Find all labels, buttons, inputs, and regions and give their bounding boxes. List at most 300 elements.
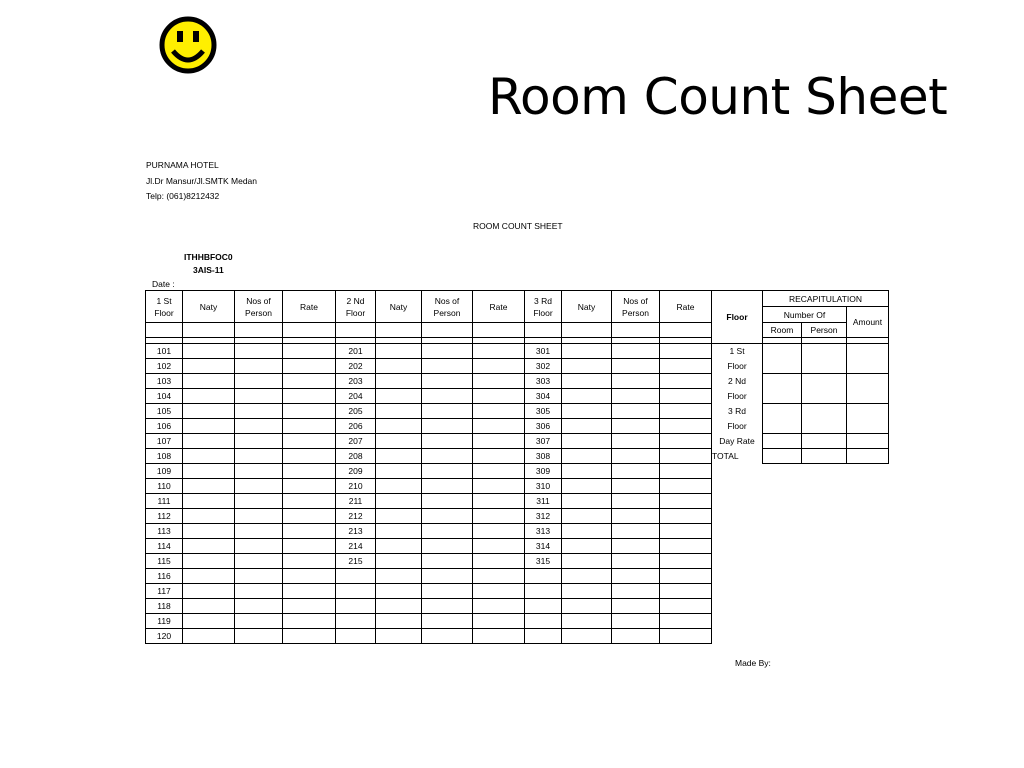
rate-cell[interactable] [660, 374, 712, 389]
rate-cell[interactable] [660, 614, 712, 629]
room-number-cell: 210 [336, 479, 376, 494]
naty-cell[interactable] [376, 389, 422, 404]
naty-cell[interactable] [376, 344, 422, 359]
rate-cell[interactable] [660, 554, 712, 569]
naty-cell[interactable] [376, 614, 422, 629]
recap-person-cell[interactable] [802, 419, 847, 434]
naty-cell[interactable] [183, 404, 235, 419]
naty-cell[interactable] [376, 404, 422, 419]
naty-cell[interactable] [562, 479, 612, 494]
room-number-cell: 120 [146, 629, 183, 644]
recap-room-cell[interactable] [763, 419, 802, 434]
date-label: Date : [152, 279, 175, 289]
header-floor-3-sub: Floor [525, 307, 562, 323]
naty-cell[interactable] [562, 569, 612, 584]
room-number-cell: 204 [336, 389, 376, 404]
recap-room-cell[interactable] [763, 389, 802, 404]
rate-cell[interactable] [660, 359, 712, 374]
rate-cell[interactable] [283, 479, 336, 494]
naty-cell[interactable] [562, 629, 612, 644]
rate-cell[interactable] [283, 524, 336, 539]
table-row [146, 344, 712, 359]
rate-cell[interactable] [283, 359, 336, 374]
room-number-cell: 205 [336, 404, 376, 419]
rate-cell[interactable] [283, 434, 336, 449]
room-number-cell: 311 [525, 494, 562, 509]
naty-cell[interactable] [183, 419, 235, 434]
naty-cell[interactable] [376, 434, 422, 449]
nos-of-person-cell[interactable] [422, 419, 473, 434]
recap-row [712, 389, 889, 404]
recap-room-cell[interactable] [763, 359, 802, 374]
naty-cell[interactable] [562, 509, 612, 524]
recap-room-cell[interactable] [763, 404, 802, 419]
nos-of-person-cell[interactable] [612, 464, 660, 479]
nos-of-person-cell[interactable] [235, 539, 283, 554]
recap-person-cell[interactable] [802, 374, 847, 389]
recap-room-cell[interactable] [763, 449, 802, 464]
recap-person-cell[interactable] [802, 344, 847, 359]
recap-amount-cell[interactable] [847, 374, 889, 389]
nos-of-person-cell[interactable] [422, 554, 473, 569]
rate-cell[interactable] [660, 389, 712, 404]
rate-cell[interactable] [283, 539, 336, 554]
table-row [146, 464, 712, 479]
naty-cell[interactable] [376, 524, 422, 539]
naty-cell[interactable] [562, 464, 612, 479]
rate-cell[interactable] [473, 524, 525, 539]
nos-of-person-cell[interactable] [422, 524, 473, 539]
table-row [146, 494, 712, 509]
rate-cell[interactable] [660, 464, 712, 479]
rate-cell[interactable] [660, 449, 712, 464]
rate-cell[interactable] [660, 404, 712, 419]
table-row [146, 479, 712, 494]
rate-cell[interactable] [660, 629, 712, 644]
naty-cell[interactable] [376, 449, 422, 464]
rate-cell[interactable] [473, 584, 525, 599]
nos-of-person-cell[interactable] [612, 389, 660, 404]
room-number-cell: 308 [525, 449, 562, 464]
naty-cell[interactable] [562, 614, 612, 629]
nos-of-person-cell[interactable] [612, 614, 660, 629]
made-by-label: Made By: [735, 658, 771, 668]
rate-cell[interactable] [283, 614, 336, 629]
room-number-cell [525, 614, 562, 629]
rate-cell[interactable] [283, 629, 336, 644]
naty-cell[interactable] [183, 494, 235, 509]
rate-cell[interactable] [283, 389, 336, 404]
recap-row [712, 359, 889, 374]
header-naty-3: Naty [562, 291, 612, 323]
naty-cell[interactable] [562, 389, 612, 404]
header-rate-1: Rate [283, 291, 336, 323]
header-naty-1: Naty [183, 291, 235, 323]
slide-title: Room Count Sheet [488, 68, 948, 126]
recap-row [712, 404, 889, 419]
sheet-title: ROOM COUNT SHEET [473, 221, 563, 231]
nos-of-person-cell[interactable] [612, 479, 660, 494]
rate-cell[interactable] [283, 374, 336, 389]
naty-cell[interactable] [376, 569, 422, 584]
header-rate-2: Rate [473, 291, 525, 323]
room-number-cell: 101 [146, 344, 183, 359]
recap-floor-label: TOTAL [712, 449, 763, 464]
rate-cell[interactable] [473, 404, 525, 419]
naty-cell[interactable] [376, 419, 422, 434]
naty-cell[interactable] [376, 539, 422, 554]
recap-number-of: Number Of [763, 307, 847, 323]
rate-cell[interactable] [473, 359, 525, 374]
recap-row [712, 374, 889, 389]
recap-amount-cell[interactable] [847, 434, 889, 449]
room-number-cell: 107 [146, 434, 183, 449]
recap-amount-header: Amount [847, 307, 889, 338]
table-row [146, 584, 712, 599]
room-number-cell: 302 [525, 359, 562, 374]
naty-cell[interactable] [562, 434, 612, 449]
room-number-cell: 206 [336, 419, 376, 434]
room-number-cell: 310 [525, 479, 562, 494]
room-number-cell [525, 584, 562, 599]
room-number-cell: 203 [336, 374, 376, 389]
nos-of-person-cell[interactable] [422, 599, 473, 614]
nos-of-person-cell[interactable] [422, 464, 473, 479]
naty-cell[interactable] [376, 494, 422, 509]
rate-cell[interactable] [660, 419, 712, 434]
rate-cell[interactable] [473, 344, 525, 359]
rate-cell[interactable] [660, 524, 712, 539]
recap-floor-label: Floor [712, 419, 763, 434]
nos-of-person-cell[interactable] [235, 584, 283, 599]
nos-of-person-cell[interactable] [612, 449, 660, 464]
nos-of-person-cell[interactable] [235, 464, 283, 479]
table-row [146, 389, 712, 404]
recap-room-cell[interactable] [763, 374, 802, 389]
nos-of-person-cell[interactable] [235, 554, 283, 569]
nos-of-person-cell[interactable] [422, 584, 473, 599]
nos-of-person-cell[interactable] [422, 374, 473, 389]
recapitulation-table [711, 290, 889, 464]
naty-cell[interactable] [562, 599, 612, 614]
recap-person-header: Person [802, 323, 847, 338]
recap-amount-cell[interactable] [847, 419, 889, 434]
naty-cell[interactable] [562, 584, 612, 599]
room-number-cell [525, 629, 562, 644]
nos-of-person-cell[interactable] [235, 434, 283, 449]
nos-of-person-cell[interactable] [612, 434, 660, 449]
naty-cell[interactable] [376, 479, 422, 494]
room-number-cell: 213 [336, 524, 376, 539]
rate-cell[interactable] [283, 509, 336, 524]
room-number-cell [525, 569, 562, 584]
recap-amount-cell[interactable] [847, 389, 889, 404]
room-number-cell: 212 [336, 509, 376, 524]
room-number-cell: 110 [146, 479, 183, 494]
naty-cell[interactable] [562, 419, 612, 434]
rate-cell[interactable] [283, 344, 336, 359]
rate-cell[interactable] [283, 584, 336, 599]
room-number-cell: 118 [146, 599, 183, 614]
naty-cell[interactable] [376, 599, 422, 614]
nos-of-person-cell[interactable] [235, 344, 283, 359]
room-number-cell: 305 [525, 404, 562, 419]
nos-of-person-cell[interactable] [235, 359, 283, 374]
nos-of-person-cell[interactable] [612, 539, 660, 554]
nos-of-person-cell[interactable] [235, 629, 283, 644]
rate-cell[interactable] [660, 494, 712, 509]
naty-cell[interactable] [183, 509, 235, 524]
recap-floor-label: 2 Nd [712, 374, 763, 389]
rate-cell[interactable] [473, 434, 525, 449]
rate-cell[interactable] [283, 599, 336, 614]
nos-of-person-cell[interactable] [612, 554, 660, 569]
naty-cell[interactable] [562, 374, 612, 389]
naty-cell[interactable] [183, 464, 235, 479]
room-number-cell: 315 [525, 554, 562, 569]
nos-of-person-cell[interactable] [422, 449, 473, 464]
rate-cell[interactable] [473, 479, 525, 494]
naty-cell[interactable] [183, 539, 235, 554]
naty-cell[interactable] [562, 359, 612, 374]
rate-cell[interactable] [660, 509, 712, 524]
nos-of-person-cell[interactable] [422, 479, 473, 494]
room-count-table [145, 290, 712, 644]
room-number-cell: 111 [146, 494, 183, 509]
naty-cell[interactable] [183, 434, 235, 449]
nos-of-person-cell[interactable] [235, 494, 283, 509]
recap-room-cell[interactable] [763, 434, 802, 449]
nos-of-person-cell[interactable] [612, 404, 660, 419]
naty-cell[interactable] [562, 404, 612, 419]
naty-cell[interactable] [376, 359, 422, 374]
rate-cell[interactable] [473, 419, 525, 434]
hotel-address: Jl.Dr Mansur/Jl.SMTK Medan [146, 176, 257, 186]
header-nos-3: Nos of [612, 291, 660, 307]
naty-cell[interactable] [183, 554, 235, 569]
rate-cell[interactable] [283, 464, 336, 479]
header-floor-1: 1 St [146, 291, 183, 307]
naty-cell[interactable] [183, 374, 235, 389]
nos-of-person-cell[interactable] [422, 389, 473, 404]
room-number-cell: 307 [525, 434, 562, 449]
header-floor-1-sub: Floor [146, 307, 183, 323]
naty-cell[interactable] [376, 509, 422, 524]
rate-cell[interactable] [283, 569, 336, 584]
naty-cell[interactable] [183, 524, 235, 539]
rate-cell[interactable] [660, 539, 712, 554]
room-number-cell: 106 [146, 419, 183, 434]
table-row [146, 524, 712, 539]
nos-of-person-cell[interactable] [235, 419, 283, 434]
recap-room-header: Room [763, 323, 802, 338]
nos-of-person-cell[interactable] [612, 629, 660, 644]
naty-cell[interactable] [376, 584, 422, 599]
nos-of-person-cell[interactable] [235, 509, 283, 524]
rate-cell[interactable] [473, 494, 525, 509]
room-number-cell: 102 [146, 359, 183, 374]
rate-cell[interactable] [473, 614, 525, 629]
rate-cell[interactable] [660, 599, 712, 614]
naty-cell[interactable] [562, 539, 612, 554]
recap-row [712, 419, 889, 434]
recap-person-cell[interactable] [802, 449, 847, 464]
naty-cell[interactable] [376, 464, 422, 479]
nos-of-person-cell[interactable] [612, 599, 660, 614]
recap-amount-cell[interactable] [847, 359, 889, 374]
naty-cell[interactable] [562, 524, 612, 539]
room-number-cell [525, 599, 562, 614]
room-number-cell: 214 [336, 539, 376, 554]
room-number-cell: 116 [146, 569, 183, 584]
recap-room-cell[interactable] [763, 344, 802, 359]
rate-cell[interactable] [660, 479, 712, 494]
nos-of-person-cell[interactable] [612, 359, 660, 374]
nos-of-person-cell[interactable] [612, 509, 660, 524]
nos-of-person-cell[interactable] [235, 449, 283, 464]
nos-of-person-cell[interactable] [422, 404, 473, 419]
nos-of-person-cell[interactable] [422, 539, 473, 554]
room-number-cell [336, 584, 376, 599]
rate-cell[interactable] [473, 539, 525, 554]
rate-cell[interactable] [660, 584, 712, 599]
room-number-cell [336, 569, 376, 584]
rate-cell[interactable] [283, 404, 336, 419]
table-row [146, 599, 712, 614]
nos-of-person-cell[interactable] [422, 344, 473, 359]
nos-of-person-cell[interactable] [612, 374, 660, 389]
nos-of-person-cell[interactable] [235, 524, 283, 539]
nos-of-person-cell[interactable] [422, 494, 473, 509]
smiley-face-icon [159, 13, 217, 77]
naty-cell[interactable] [562, 494, 612, 509]
recap-floor-label: Floor [712, 359, 763, 374]
nos-of-person-cell[interactable] [612, 494, 660, 509]
nos-of-person-cell[interactable] [422, 614, 473, 629]
header-nos-1-sub: Person [235, 307, 283, 323]
header-nos-2: Nos of [422, 291, 473, 307]
rate-cell[interactable] [283, 419, 336, 434]
room-number-cell [336, 599, 376, 614]
naty-cell[interactable] [183, 629, 235, 644]
nos-of-person-cell[interactable] [235, 479, 283, 494]
rate-cell[interactable] [660, 569, 712, 584]
naty-cell[interactable] [183, 599, 235, 614]
nos-of-person-cell[interactable] [235, 374, 283, 389]
nos-of-person-cell[interactable] [422, 629, 473, 644]
room-number-cell: 209 [336, 464, 376, 479]
nos-of-person-cell[interactable] [235, 569, 283, 584]
rate-cell[interactable] [660, 344, 712, 359]
naty-cell[interactable] [183, 359, 235, 374]
nos-of-person-cell[interactable] [235, 599, 283, 614]
rate-cell[interactable] [283, 449, 336, 464]
naty-cell[interactable] [183, 614, 235, 629]
recap-person-cell[interactable] [802, 389, 847, 404]
recap-amount-cell[interactable] [847, 404, 889, 419]
recap-person-cell[interactable] [802, 359, 847, 374]
naty-cell[interactable] [183, 449, 235, 464]
rate-cell[interactable] [473, 509, 525, 524]
table-header-row [146, 291, 712, 307]
nos-of-person-cell[interactable] [235, 389, 283, 404]
hotel-name: PURNAMA HOTEL [146, 160, 219, 170]
room-number-cell: 306 [525, 419, 562, 434]
recap-amount-cell[interactable] [847, 344, 889, 359]
room-number-cell: 301 [525, 344, 562, 359]
naty-cell[interactable] [183, 479, 235, 494]
recap-floor-header: Floor [712, 291, 763, 344]
naty-cell[interactable] [562, 554, 612, 569]
naty-cell[interactable] [562, 449, 612, 464]
room-number-cell: 312 [525, 509, 562, 524]
rate-cell[interactable] [473, 449, 525, 464]
recap-amount-cell[interactable] [847, 449, 889, 464]
rate-cell[interactable] [473, 374, 525, 389]
rate-cell[interactable] [473, 464, 525, 479]
rate-cell[interactable] [473, 569, 525, 584]
nos-of-person-cell[interactable] [422, 509, 473, 524]
header-nos-1: Nos of [235, 291, 283, 307]
nos-of-person-cell[interactable] [612, 569, 660, 584]
rate-cell[interactable] [283, 494, 336, 509]
nos-of-person-cell[interactable] [235, 404, 283, 419]
naty-cell[interactable] [183, 344, 235, 359]
nos-of-person-cell[interactable] [612, 344, 660, 359]
rate-cell[interactable] [283, 554, 336, 569]
room-number-cell: 103 [146, 374, 183, 389]
rate-cell[interactable] [473, 599, 525, 614]
naty-cell[interactable] [376, 629, 422, 644]
nos-of-person-cell[interactable] [422, 569, 473, 584]
naty-cell[interactable] [376, 554, 422, 569]
room-number-cell: 304 [525, 389, 562, 404]
room-number-cell: 201 [336, 344, 376, 359]
rate-cell[interactable] [473, 389, 525, 404]
recap-person-cell[interactable] [802, 434, 847, 449]
room-number-cell: 314 [525, 539, 562, 554]
naty-cell[interactable] [376, 374, 422, 389]
table-row [146, 419, 712, 434]
rate-cell[interactable] [473, 554, 525, 569]
table-row [146, 509, 712, 524]
recap-header-row [712, 291, 889, 307]
rate-cell[interactable] [473, 629, 525, 644]
nos-of-person-cell[interactable] [612, 419, 660, 434]
nos-of-person-cell[interactable] [612, 584, 660, 599]
room-number-cell: 119 [146, 614, 183, 629]
nos-of-person-cell[interactable] [422, 359, 473, 374]
room-number-cell [336, 614, 376, 629]
recap-row [712, 344, 889, 359]
nos-of-person-cell[interactable] [422, 434, 473, 449]
room-number-cell: 207 [336, 434, 376, 449]
naty-cell[interactable] [562, 344, 612, 359]
rate-cell[interactable] [660, 434, 712, 449]
nos-of-person-cell[interactable] [612, 524, 660, 539]
recap-person-cell[interactable] [802, 404, 847, 419]
naty-cell[interactable] [183, 584, 235, 599]
nos-of-person-cell[interactable] [235, 614, 283, 629]
naty-cell[interactable] [183, 569, 235, 584]
table-row [146, 554, 712, 569]
table-row [146, 614, 712, 629]
table-row [146, 539, 712, 554]
naty-cell[interactable] [183, 389, 235, 404]
document-code-line2: 3AIS-11 [193, 265, 224, 275]
room-number-cell [336, 629, 376, 644]
table-row [146, 404, 712, 419]
